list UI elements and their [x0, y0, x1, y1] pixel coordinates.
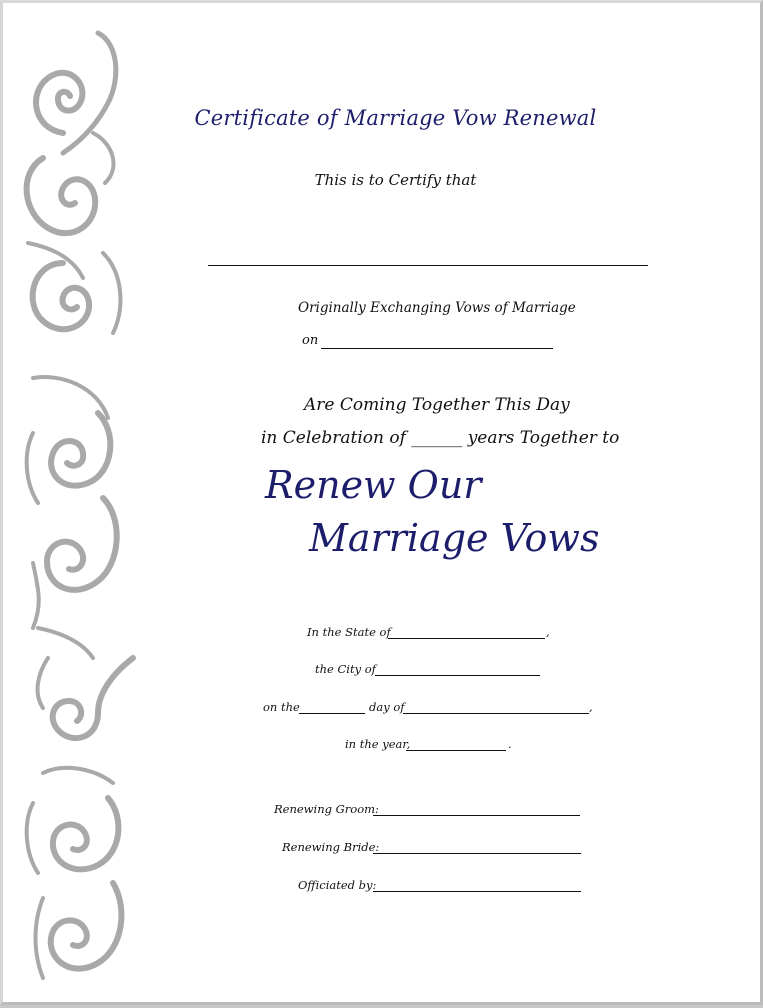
day-suffix: , [589, 700, 593, 714]
original-date-line [321, 348, 553, 349]
officiant-line [373, 891, 581, 892]
decorative-swirl-border [3, 3, 143, 1008]
state-line [388, 638, 545, 639]
renew-heading-line-1: Renew Our [265, 463, 482, 507]
day-of-label: day of [369, 700, 405, 714]
state-label: In the State of [307, 625, 391, 639]
groom-label: Renewing Groom: [274, 802, 379, 816]
certify-line: This is to Certify that [314, 171, 477, 189]
year-line [406, 750, 506, 751]
celebration-line: in Celebration of ______ years Together to [261, 428, 620, 448]
city-line [375, 675, 540, 676]
couple-name-line [208, 265, 648, 266]
coming-together-line: Are Coming Together This Day [304, 395, 570, 415]
originally-line: Originally Exchanging Vows of Marriage [298, 300, 576, 316]
year-suffix: . [508, 737, 512, 751]
day-line [299, 713, 365, 714]
bride-line [373, 853, 581, 854]
on-the-label: on the [263, 700, 300, 714]
certificate-title: Certificate of Marriage Vow Renewal [194, 106, 597, 130]
renew-heading-line-2: Marriage Vows [309, 516, 600, 560]
month-line [403, 713, 589, 714]
original-date-label: on [302, 333, 319, 348]
city-label: the City of [315, 662, 376, 676]
year-label: in the year, [345, 737, 411, 751]
state-suffix: , [546, 625, 550, 639]
groom-line [373, 815, 580, 816]
bride-label: Renewing Bride: [282, 840, 380, 854]
officiant-label: Officiated by: [298, 878, 377, 892]
